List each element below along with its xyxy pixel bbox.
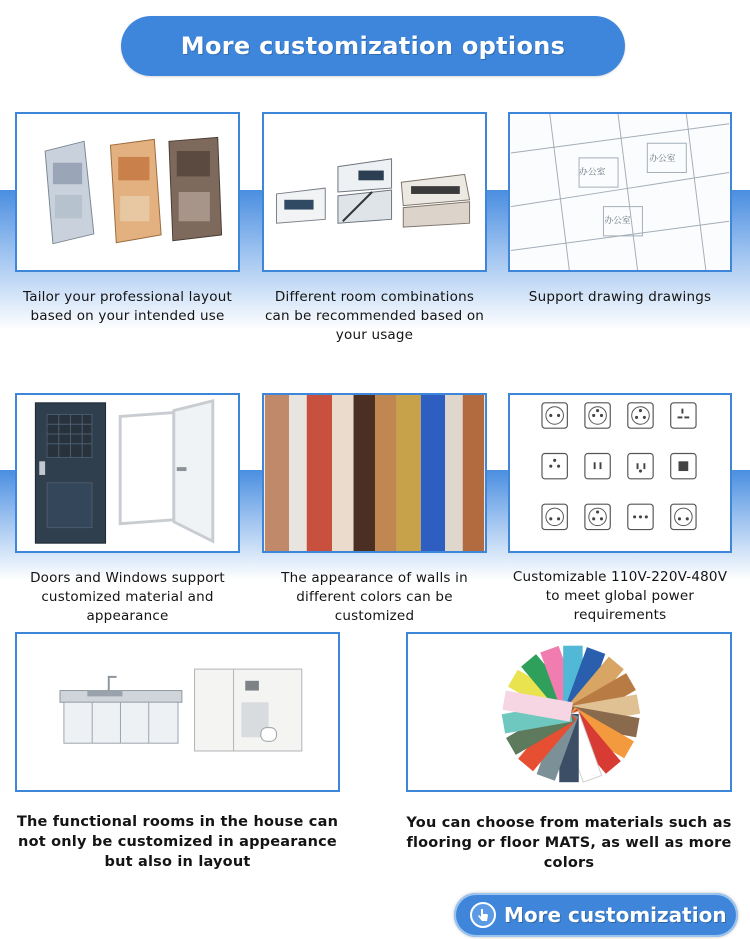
svg-text:办公室: 办公室: [604, 216, 631, 227]
card-power-image: [508, 393, 732, 553]
door-window-illustration: [17, 395, 238, 551]
caption-walls: The appearance of walls in different colors can be customized: [281, 570, 468, 624]
card-drawings-image: [508, 112, 732, 272]
wall-colors-illustration: [264, 395, 485, 551]
card-walls-image: [262, 393, 487, 553]
caption-functional-rooms: The functional rooms in the house can not only be customized in appearance but also in layout: [16, 814, 339, 870]
more-customization-button[interactable]: [454, 893, 738, 937]
card-combinations-image: [262, 112, 487, 272]
card-doors-windows-image: [15, 393, 240, 553]
caption-power: Customizable 110V-220V-480V to meet global power requirements: [512, 569, 728, 623]
card-materials-image: [406, 632, 732, 792]
container-houses-illustration: [264, 114, 485, 270]
caption-layout: Tailor your professional layout based on your intended use: [23, 289, 232, 324]
hand-pointer-icon: [470, 902, 496, 928]
caption-combinations: Different room combinations can be recommended based on your usage: [264, 289, 485, 343]
material-swatch-fan-illustration: [408, 634, 730, 790]
caption-doors-windows: Doors and Windows support customized material and appearance: [30, 570, 225, 624]
caption-materials: You can choose from materials such as flooring or floor MATS, as well as more colors: [406, 815, 732, 871]
card-layout-image: [15, 112, 240, 272]
floor-plan-illustration: [17, 114, 238, 270]
more-customization-label: More customization: [504, 903, 727, 927]
kitchen-bathroom-illustration: [17, 634, 338, 790]
title-banner: [121, 16, 625, 76]
blueprint-drawing-illustration: [510, 114, 730, 270]
svg-text:办公室: 办公室: [649, 153, 676, 164]
power-sockets-illustration: [510, 395, 730, 551]
caption-drawings: Support drawing drawings: [528, 289, 712, 305]
svg-text:办公室: 办公室: [579, 167, 606, 178]
page-title: More customization options: [180, 32, 566, 60]
card-functional-rooms-image: [15, 632, 340, 792]
